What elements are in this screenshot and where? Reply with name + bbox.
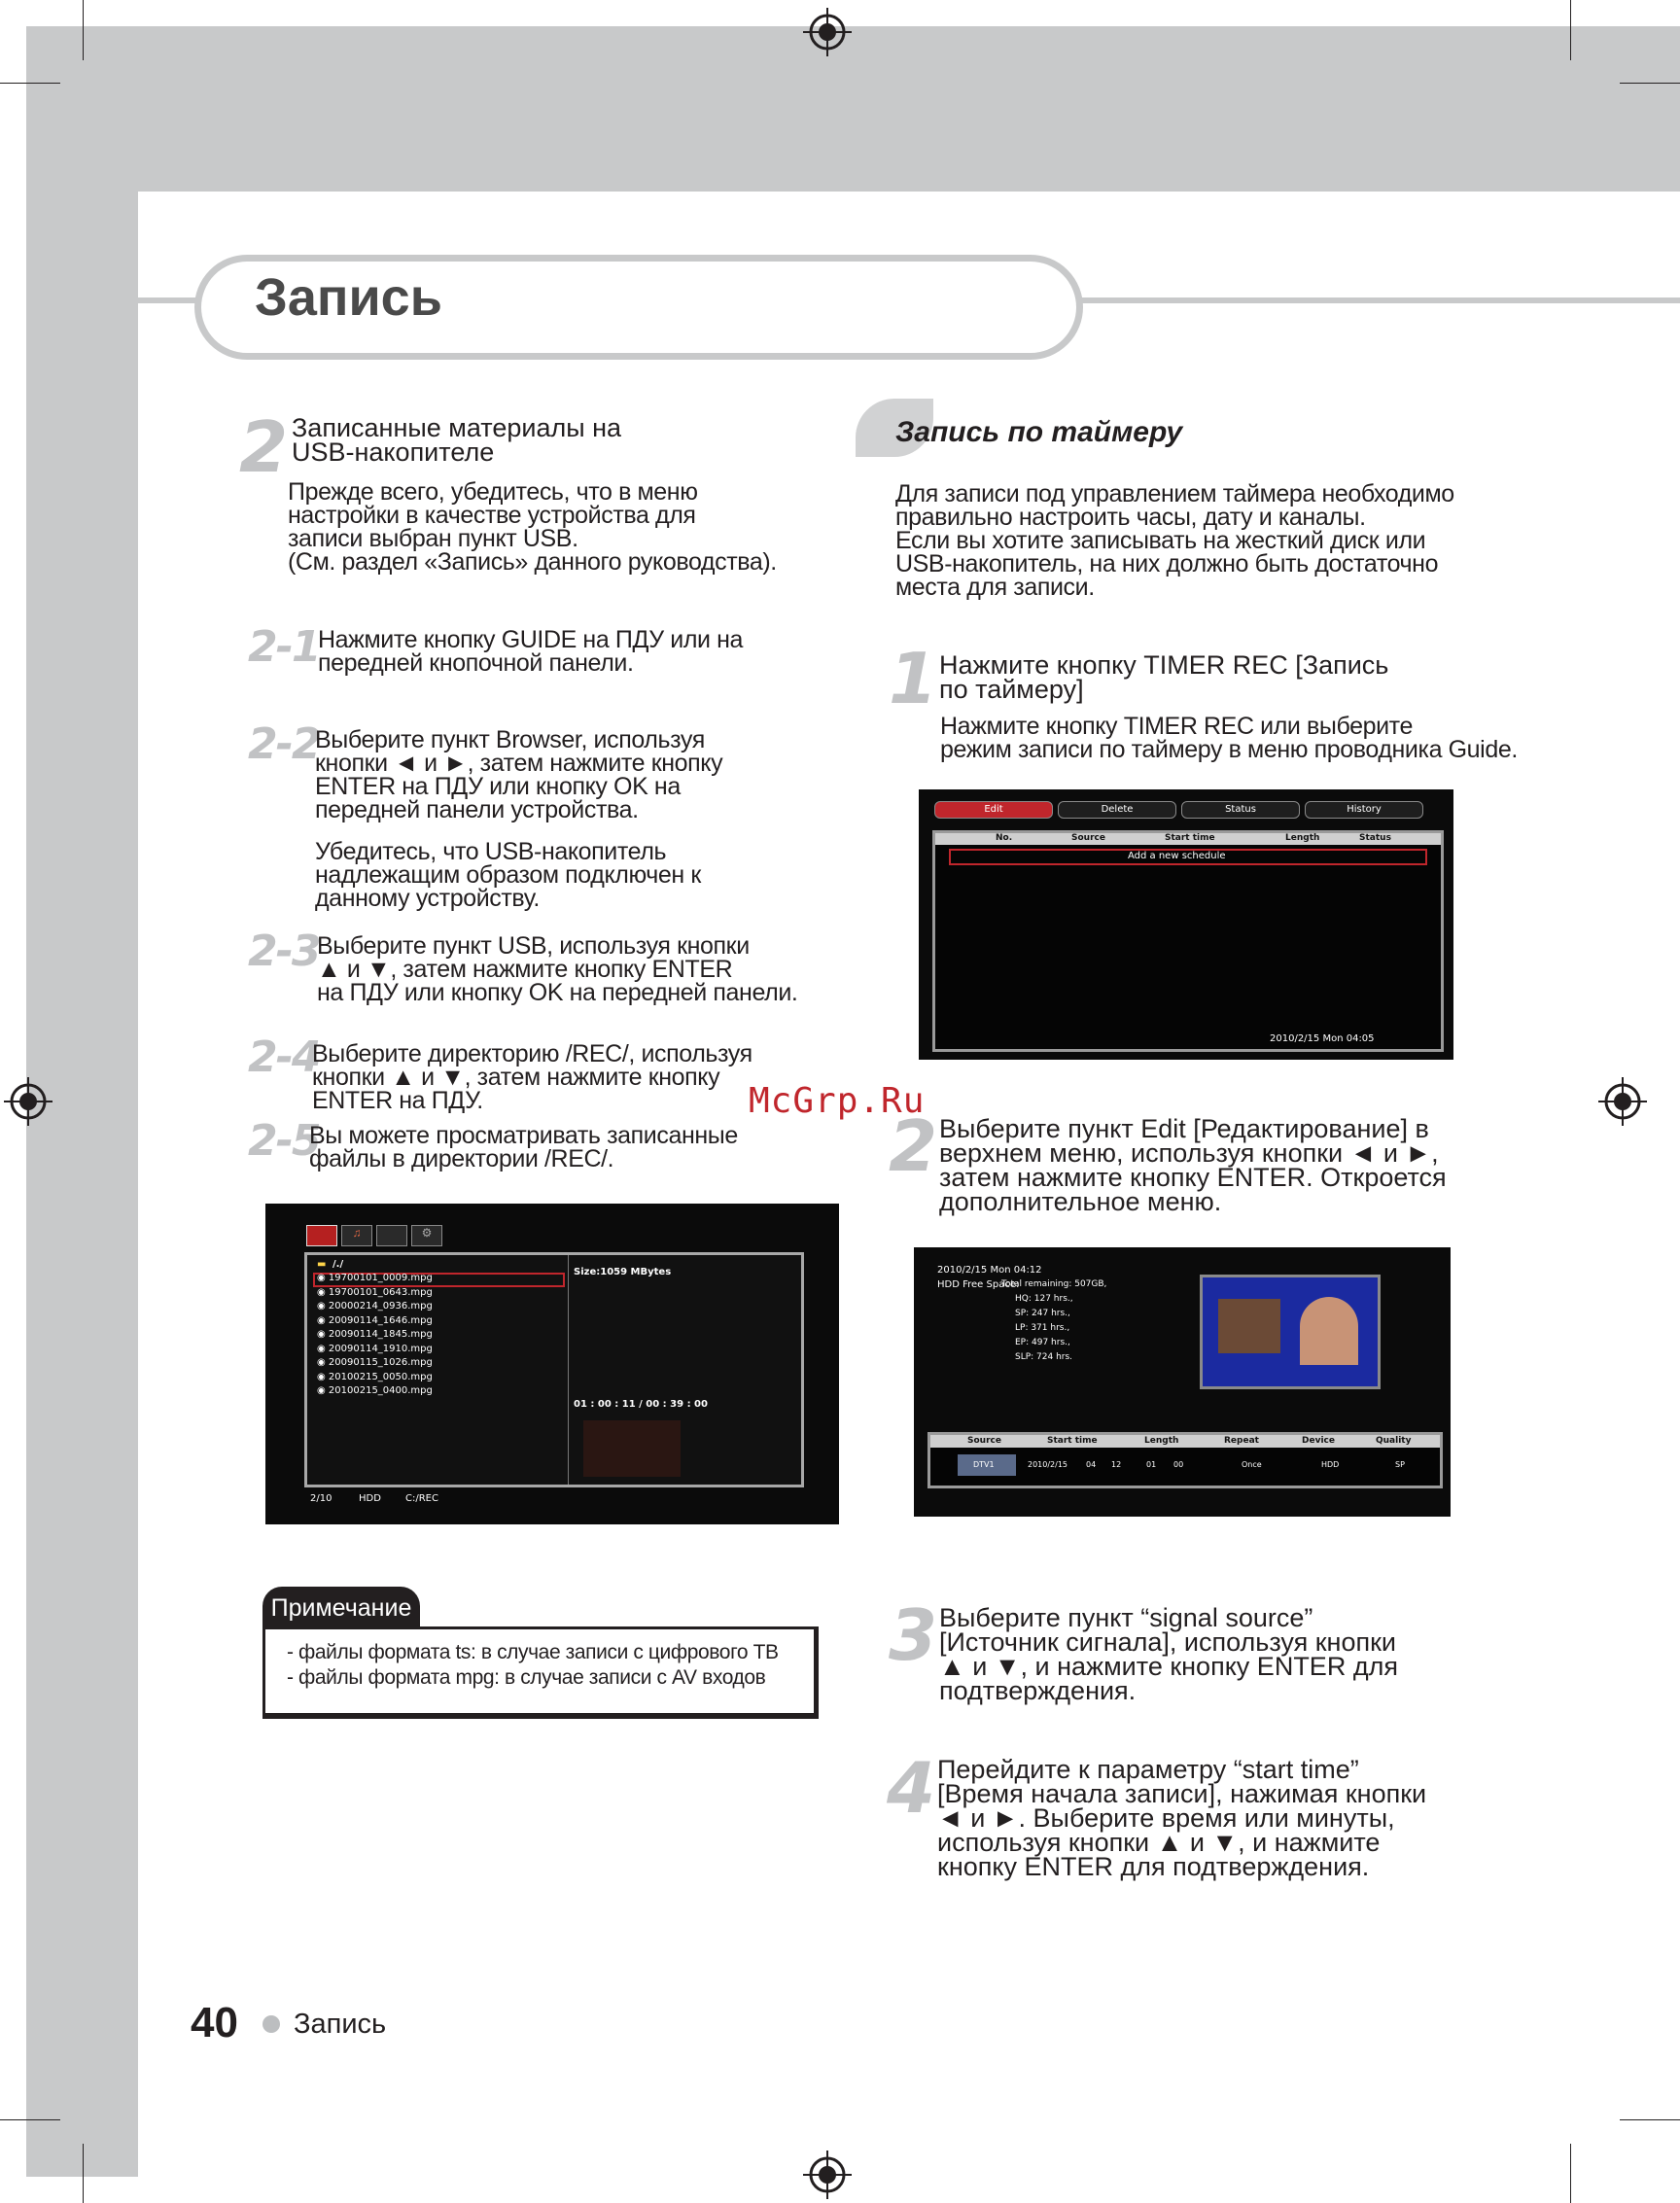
substep-text: Выберите директорию /REC/, используя кнопки ▲ и ▼, затем нажмите кнопку ENTER на ПДУ. xyxy=(312,1040,752,1114)
substep-number: 2-3 xyxy=(248,927,320,976)
note-box xyxy=(262,1626,819,1719)
step-body: Нажмите кнопку TIMER REC или выберите режим записи по таймеру в меню проводника Guide. xyxy=(940,713,1518,763)
hdd-line: SP: 247 hrs., xyxy=(1015,1309,1070,1318)
add-schedule-label: Add a new schedule xyxy=(1128,851,1226,861)
edit-value[interactable]: 2010/2/15 xyxy=(1028,1460,1068,1469)
registration-mark-icon xyxy=(803,2151,852,2199)
step-number: 1 xyxy=(889,638,936,719)
tv-preview xyxy=(1200,1275,1381,1389)
crop-mark xyxy=(1620,83,1680,84)
edit-col-quality: Quality xyxy=(1376,1436,1412,1446)
col-source: Source xyxy=(1071,833,1105,843)
tab-delete[interactable]: Delete xyxy=(1058,801,1176,819)
step-number: 3 xyxy=(889,1594,936,1676)
preview-person-left xyxy=(1218,1299,1280,1353)
file-item[interactable]: ◉ 20090114_1845.mpg xyxy=(317,1329,433,1340)
substep-number: 2-2 xyxy=(248,719,320,769)
edit-col-length: Length xyxy=(1144,1436,1179,1446)
step-number: 4 xyxy=(887,1747,934,1829)
crop-mark xyxy=(0,2119,60,2120)
step-title: Записанные материалы на USB-накопителе xyxy=(292,413,622,467)
hdd-line: HQ: 127 hrs., xyxy=(1015,1294,1073,1304)
substep-number: 2-5 xyxy=(248,1116,320,1166)
page-number: 40 xyxy=(191,1999,238,2046)
step-text: Выберите пункт Edit [Редактирование] в верхнем меню, используя кнопки ◄ и ►, затем нажмите кнопку ENTER. Откроется дополнительное меню. xyxy=(939,1114,1447,1216)
substep-text: Выберите пункт USB, используя кнопки ▲ и ▼, затем нажмите кнопку ENTER на ПДУ или кнопку OK на передней панели. xyxy=(317,932,798,1006)
crop-mark xyxy=(83,2144,84,2203)
hdd-label: HDD Free Space: xyxy=(937,1279,1020,1290)
gray-band-top xyxy=(26,26,1680,192)
browser-icon-bar xyxy=(306,1225,792,1246)
col-start-time: Start time xyxy=(1165,833,1215,843)
file-item[interactable]: ◉ 20000214_0936.mpg xyxy=(317,1301,433,1311)
substep-number: 2-1 xyxy=(248,622,320,672)
file-item[interactable]: ◉ 20100215_0050.mpg xyxy=(317,1371,433,1382)
crop-mark xyxy=(83,0,84,60)
edit-value[interactable]: DTV1 xyxy=(973,1460,995,1469)
photo-tab-icon[interactable] xyxy=(376,1225,407,1246)
edit-value[interactable]: 00 xyxy=(1173,1460,1184,1469)
note-line: - файлы формата ts: в случае записи с цифрового ТВ xyxy=(287,1641,779,1663)
hdd-line: SLP: 724 hrs. xyxy=(1015,1352,1073,1362)
crop-mark xyxy=(1570,0,1571,60)
settings-tab-icon[interactable]: ⚙ xyxy=(411,1225,442,1246)
edit-value[interactable]: 12 xyxy=(1111,1460,1122,1469)
status-folder: C:/REC xyxy=(405,1493,438,1504)
music-tab-icon[interactable]: ♫ xyxy=(341,1225,372,1246)
footer-label: Запись xyxy=(294,2009,387,2040)
browser-screen xyxy=(265,1204,839,1524)
edit-col-device: Device xyxy=(1302,1436,1335,1446)
timer-datetime: 2010/2/15 Mon 04:05 xyxy=(1270,1033,1375,1044)
tab-history[interactable]: History xyxy=(1305,801,1423,819)
edit-header-cells xyxy=(930,1435,1440,1448)
registration-mark-icon xyxy=(803,8,852,56)
browser-panel xyxy=(304,1252,804,1487)
note-line: - файлы формата mpg: в случае записи с AV входов xyxy=(287,1666,766,1689)
crop-mark xyxy=(1620,2119,1680,2120)
file-item[interactable]: ◉ 19700101_0643.mpg xyxy=(317,1286,433,1298)
file-item[interactable]: ◉ 20090114_1646.mpg xyxy=(317,1314,433,1326)
edit-col-start-time: Start time xyxy=(1047,1436,1098,1446)
step-number: 2 xyxy=(889,1105,936,1187)
timer-screen xyxy=(919,789,1453,1060)
col-no: No. xyxy=(996,833,1013,843)
substep-text: Вы можете просматривать записанные файлы в директории /REC/. xyxy=(309,1122,738,1172)
edit-datetime: 2010/2/15 Mon 04:12 xyxy=(937,1265,1042,1276)
bullet-dot xyxy=(262,2015,280,2033)
edit-screen xyxy=(914,1247,1451,1517)
video-tab-icon[interactable] xyxy=(306,1225,337,1246)
status-count: 2/10 xyxy=(310,1493,332,1504)
folder-icon: ▬ xyxy=(317,1259,327,1270)
panel-divider xyxy=(568,1255,569,1485)
file-item[interactable]: ◉ 20090114_1910.mpg xyxy=(317,1343,433,1354)
section-title: Запись по таймеру xyxy=(895,416,1183,448)
edit-value[interactable]: 01 xyxy=(1146,1460,1157,1469)
substep-number: 2-4 xyxy=(248,1032,320,1082)
tab-status[interactable]: Status xyxy=(1181,801,1300,819)
substep-text: Нажмите кнопку GUIDE на ПДУ или на передней кнопочной панели. xyxy=(318,626,744,677)
hdd-line: LP: 371 hrs., xyxy=(1015,1323,1070,1333)
step-text: Выберите пункт “signal source” [Источник сигнала], используя кнопки ▲ и ▼, и нажмите кнопку ENTER для подтверждения. xyxy=(939,1603,1398,1705)
timer-table xyxy=(932,830,1444,1052)
page-title: Запись xyxy=(255,268,442,327)
file-item[interactable]: ◉ 20090115_1026.mpg xyxy=(317,1357,433,1368)
tab-edit[interactable]: Edit xyxy=(934,801,1053,819)
browser-path: /./ xyxy=(332,1259,344,1270)
preview-person-right xyxy=(1300,1297,1358,1365)
preview-thumbnail xyxy=(583,1420,681,1477)
crop-mark xyxy=(1570,2144,1571,2203)
edit-value[interactable]: SP xyxy=(1395,1460,1405,1469)
file-item[interactable]: ◉ 20100215_0400.mpg xyxy=(317,1385,433,1396)
step-body: Прежде всего, убедитесь, что в меню настройки в качестве устройства для записи выбран пункт USB. (См. раздел «Запись» данного руководства). xyxy=(288,478,777,576)
add-schedule-row[interactable] xyxy=(949,849,1427,865)
step-title: Нажмите кнопку TIMER REC [Запись по таймеру] xyxy=(939,650,1389,704)
col-status: Status xyxy=(1359,833,1391,843)
crop-mark xyxy=(0,83,60,84)
edit-value[interactable]: Once xyxy=(1242,1460,1262,1469)
substep-note: Убедитесь, что USB-накопитель надлежащим образом подключен к данному устройству. xyxy=(315,838,701,912)
note-label: Примечание xyxy=(262,1587,420,1629)
hdd-line: EP: 497 hrs., xyxy=(1015,1338,1070,1347)
col-length: Length xyxy=(1285,833,1320,843)
substep-text: Выберите пункт Browser, используя кнопки ◄ и ►, затем нажмите кнопку ENTER на ПДУ или кнопку OK на передней панели устройства. xyxy=(315,726,723,823)
status-device: HDD xyxy=(359,1493,381,1504)
hdd-line: Total remaining: 507GB, xyxy=(1001,1279,1107,1289)
edit-table xyxy=(928,1432,1443,1488)
registration-mark-icon xyxy=(1598,1077,1647,1126)
registration-mark-icon xyxy=(4,1077,52,1126)
step-number: 2 xyxy=(239,406,287,488)
file-item[interactable]: ◉ 19700101_0009.mpg xyxy=(317,1273,433,1283)
edit-col-source: Source xyxy=(967,1436,1001,1446)
watermark: McGrp.Ru xyxy=(749,1081,926,1121)
edit-value-cells xyxy=(930,1460,1440,1473)
edit-value[interactable]: 04 xyxy=(1086,1460,1097,1469)
step-text: Перейдите к параметру “start time” [Время начала записи], нажимая кнопки ◄ и ►. Выберите время или минуты, используя кнопки ▲ и ▼, и нажмите кнопку ENTER для подтверждения. xyxy=(937,1755,1427,1881)
playback-time: 01 : 00 : 11 / 00 : 39 : 00 xyxy=(574,1399,708,1410)
edit-col-repeat: Repeat xyxy=(1224,1436,1259,1446)
edit-value[interactable]: HDD xyxy=(1321,1460,1340,1469)
timer-tabs xyxy=(934,801,1440,821)
section-intro: Для записи под управлением таймера необходимо правильно настроить часы, дату и каналы. Если вы хотите записывать на жесткий диск или USB-накопитель, на них должно быть достаточно места для записи. xyxy=(895,480,1454,601)
size-label: Size:1059 MBytes xyxy=(574,1267,672,1277)
